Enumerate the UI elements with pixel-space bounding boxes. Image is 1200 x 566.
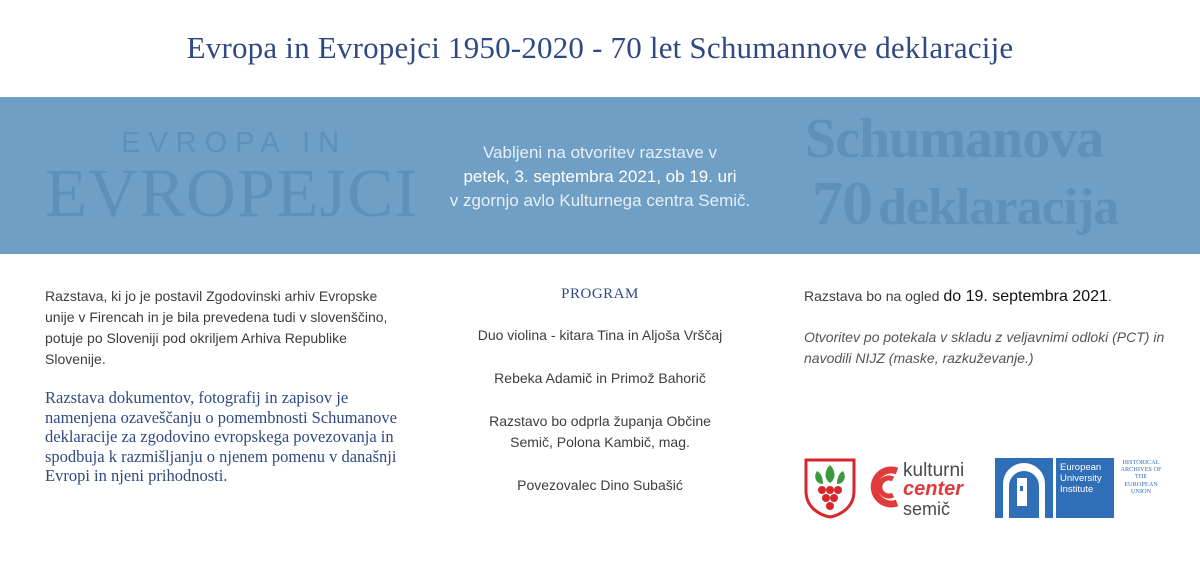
logo-row [803, 455, 1163, 521]
invitation-text [380, 141, 820, 213]
right-column [804, 286, 1174, 369]
program-item: Rebeka Adamič in Primož Bahorič [494, 370, 706, 386]
kc-word-semic: semič [903, 499, 951, 519]
dates-suffix: . [1107, 288, 1112, 304]
intro-paragraph: Razstava, ki jo je postavil Zgodovinski arhiv Evropske unije v Firencah in je bila prevedena tudi v slovenščino, potuje po Sloveniji pod okriljem Arhiva Republike Slovenije. [45, 288, 388, 367]
exhibition-dates [804, 286, 1174, 307]
kulturni-center-semic-logo [867, 457, 987, 519]
program-item: Duo violina - kitara Tina in Aljoša Vrščaj [477, 327, 723, 343]
invitation-line-3: v zgornjo avlo Kulturnega centra Semič. [449, 191, 751, 210]
kc-word-center: center [903, 478, 964, 500]
program-item: Razstavo bo odprla županja Občine Semič, Polona Kambič, mag. [489, 413, 711, 450]
left-column [45, 286, 405, 486]
banner-right-word: deklaracija [878, 179, 1119, 236]
eui-text: European University Institute [1060, 462, 1102, 495]
banner-right-number: 70 [812, 170, 872, 238]
program-item: Povezovalec Dino Subašić [517, 477, 683, 493]
historical-archives-text: HISTORICAL ARCHIVES OF THE EUROPEAN UNION [1120, 459, 1162, 495]
program-column [430, 286, 770, 518]
semic-coat-of-arms-icon [803, 457, 857, 519]
dates-end: do 19. septembra 2021 [943, 288, 1108, 305]
highlight-paragraph: Razstava dokumentov, fotografij in zapisov je namenjena ozaveščanju o pomembnosti Schumanove deklaracije za zgodovino evropskega povezovanja in spodbuja k razmišljanju o njenem pomenu v današnji Evropi in njeni prihodnosti. [45, 388, 397, 485]
kc-symbol-icon [867, 465, 907, 509]
covid-notice: Otvoritev po potekala v skladu z veljavnimi odloki (PCT) in navodili NIJZ (maske, razkuževanje.) [804, 329, 1165, 366]
page-title: Evropa in Evropejci 1950-2020 - 70 let Schumannove deklaracije [186, 30, 1014, 65]
banner [0, 97, 1200, 254]
banner-right-deklaracija [812, 170, 1119, 238]
banner-left-small-text: EVROPA IN [121, 127, 348, 159]
eui-building-icon [995, 458, 1053, 518]
dates-prefix: Razstava bo na ogled [804, 288, 944, 304]
invitation-line-1: Vabljeni na otvoritev razstave v [482, 143, 718, 162]
banner-left-big-text: EVROPEJCI [45, 155, 419, 231]
invitation-line-2: petek, 3. septembra 2021, ob 19. uri [463, 167, 737, 186]
kc-word-kulturni: kulturni [903, 460, 965, 481]
banner-right-schumanova: Schumanova [805, 108, 1104, 170]
eui-logo-block [1056, 458, 1114, 518]
program-title: PROGRAM [561, 286, 639, 302]
